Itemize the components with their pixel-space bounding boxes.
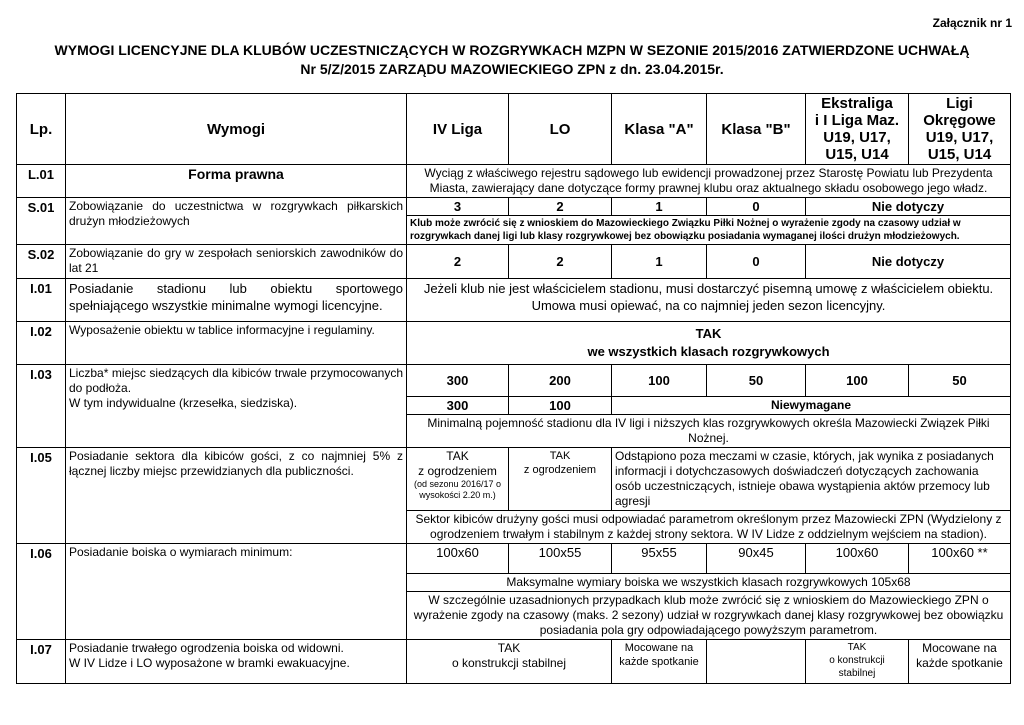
header-ekstraliga-l1: Ekstraliga [821,95,893,112]
i07-c3: stabilnej [838,668,876,679]
note-i06: W szczególnie uzasadnionych przypadkach klub może zwrócić się z wnioskiem do Mazowieckiego ZPN o wyrażenie zgody na czasowy (maks. 2 sezony) udział w rozgrywkach danej klasy rozgrywkowej bez obowiązku posiadania pola gry odpowiadającego powyższym parametrom. [407,592,1011,640]
i03-seats-lo: 100 [509,397,612,415]
s01-klasa-a: 1 [612,198,707,216]
i05-rest: Odstąpiono poza meczami w czasie, których, jak wynika z posiadanych informacji i dotychczasowych doświadczeń dotyczących zachowania osób uczestniczących, istnieje obawa wystąpienia aktów przemocy lub agresji [612,448,1011,511]
i07-klasa-b [707,640,806,684]
header-ekstraliga [806,94,909,165]
lp-i05: I.05 [17,448,66,544]
i06-lo: 100x55 [509,544,612,574]
s02-iv-liga: 2 [407,245,509,279]
table-row-s02 [17,245,1011,279]
lp-i07: I.07 [17,640,66,684]
header-ligi-l2: Okręgowe [923,112,996,129]
i07-klasa-a [612,640,707,684]
s02-lo: 2 [509,245,612,279]
req-l01: Forma prawna [66,165,407,198]
i07-d2: każde spotkanie [916,656,1003,670]
i06-ekstraliga: 100x60 [806,544,909,574]
i03-klasa-b: 50 [707,365,806,397]
title-line-2: Nr 5/Z/2015 ZARZĄDU MAZOWIECKIEGO ZPN z dn. 23.04.2015r. [300,61,724,77]
header-ligi-l1: Ligi [946,95,973,112]
req-i02: Wyposażenie obiektu w tablice informacyjne i regulaminy. [66,322,407,365]
lp-s01: S.01 [17,198,66,245]
desc-i02-l1: TAK [695,326,722,341]
s01-youth: Nie dotyczy [806,198,1011,216]
header-klasa-a: Klasa "A" [612,94,707,165]
header-lo: LO [509,94,612,165]
i07-d1: Mocowane na [922,641,997,655]
table-row-i05 [17,448,1011,511]
req-i05: Posiadanie sektora dla kibiców gości, z co najmniej 5% z łącznej liczby miejsc przewidzianych dla publiczności. [66,448,407,544]
i03-ekstraliga: 100 [806,365,909,397]
desc-i01 [407,279,1011,322]
requirements-table [16,93,1011,684]
lp-i02: I.02 [17,322,66,365]
table-row-l01 [17,165,1011,198]
i07-b2: każde spotkanie [619,656,699,668]
i06-klasa-a: 95x55 [612,544,707,574]
i05-lo [509,448,612,511]
req-i01: Posiadanie stadionu lub obiektu sportowego spełniającego wszystkie minimalne wymogi licencyjne. [66,279,407,322]
table-row-i02 [17,322,1011,365]
document-title [0,41,1024,79]
i06-klasa-b: 90x45 [707,544,806,574]
i07-c2: o konstrukcji [829,655,885,666]
req-i07-l2: W IV Lidze i LO wyposażone w bramki ewakuacyjne. [69,656,350,670]
table-row-i07 [17,640,1011,684]
i07-ligi [909,640,1011,684]
i05-b1: TAK [549,450,571,462]
lp-i03: I.03 [17,365,66,448]
header-ekstraliga-l3: U19, U17, [823,129,891,146]
header-wymogi: Wymogi [66,94,407,165]
req-i07 [66,640,407,684]
note-i03: Minimalną pojemność stadionu dla IV ligi i niższych klas rozgrywkowych określa Mazowiecki Związek Piłki Nożnej. [407,415,1011,448]
s02-klasa-a: 1 [612,245,707,279]
i07-a1: TAK [497,641,521,655]
desc-i01-l2: Umowa musi opiewać, na co najmniej jeden sezon licencyjny. [531,298,886,313]
i03-seats-rest: Niewymagane [612,397,1011,415]
header-klasa-b: Klasa "B" [707,94,806,165]
table-row-i03 [17,365,1011,397]
i03-iv-liga: 300 [407,365,509,397]
header-ekstraliga-l2: i I Liga Maz. [814,112,900,129]
i03-klasa-a: 100 [612,365,707,397]
desc-i02-l2: we wszystkich klasach rozgrywkowych [587,344,830,359]
title-line-1: WYMOGI LICENCYJNE DLA KLUBÓW UCZESTNICZĄCYCH W ROZGRYWKACH MZPN W SEZONIE 2015/2016 ZATWIERDZONE UCHWAŁĄ [54,42,970,58]
header-ligi-l4: U15, U14 [927,146,992,163]
desc-l01: Wyciąg z właściwego rejestru sądowego lub ewidencji prowadzonej przez Starostę Powiatu lub Prezydenta Miasta, zawierający dane dotyczące formy prawnej klubu oraz aktualnego składu osobowego jego władz. [407,165,1011,198]
i03-seats-iv-liga: 300 [407,397,509,415]
header-ligi-l3: U19, U17, [925,129,994,146]
note-s01: Klub może zwrócić się z wnioskiem do Mazowieckiego Związku Piłki Nożnej o wyrażenie zgody na czasowy udział w rozgrywkach danej ligi lub klasy rozgrywkowej bez obowiązku posiadania wymaganej ilości drużyn młodzieżowych. [407,216,1011,245]
annex-label: Załącznik nr 1 [932,16,1012,30]
header-ligi-okregowe [909,94,1011,165]
i05-iv-liga [407,448,509,511]
i05-a1: TAK [446,449,469,463]
i05-a2: z ogrodzeniem [418,464,497,478]
s02-youth: Nie dotyczy [806,245,1011,279]
s02-klasa-b: 0 [707,245,806,279]
req-i06: Posiadanie boiska o wymiarach minimum: [66,544,407,640]
lp-i06: I.06 [17,544,66,640]
i06-ligi: 100x60 ** [909,544,1011,574]
lp-i01: I.01 [17,279,66,322]
i05-a3: (od sezonu 2016/17 o wysokości 2.20 m.) [413,479,502,500]
i07-c1: TAK [847,642,867,653]
table-row-i01 [17,279,1011,322]
header-lp: Lp. [17,94,66,165]
i05-b2: z ogrodzeniem [523,464,597,476]
req-i03-l1: Liczba* miejsc siedzących dla kibiców trwale przymocowanych do podłoża. [69,366,403,395]
req-s01: Zobowiązanie do uczestnictwa w rozgrywkach piłkarskich drużyn młodzieżowych [66,198,407,245]
note-i06-max: Maksymalne wymiary boiska we wszystkich klasach rozgrywkowych 105x68 [407,574,1011,592]
i07-a2: o konstrukcji stabilnej [451,656,567,670]
i07-iv-lo [407,640,612,684]
desc-i01-l1: Jeżeli klub nie jest właścicielem stadionu, musi dostarczyć pisemną umowę z właścicielem obiektu. [423,281,994,296]
req-i07-l1: Posiadanie trwałego ogrodzenia boiska od widowni. [69,641,344,655]
req-s02: Zobowiązanie do gry w zespołach seniorskich zawodników do lat 21 [66,245,407,279]
lp-l01: L.01 [17,165,66,198]
table-row-i06 [17,544,1011,574]
lp-s02: S.02 [17,245,66,279]
i07-b1: Mocowane na [624,642,694,654]
i03-ligi: 50 [909,365,1011,397]
header-ekstraliga-l4: U15, U14 [825,146,889,163]
header-row [17,94,1011,165]
s01-iv-liga: 3 [407,198,509,216]
s01-klasa-b: 0 [707,198,806,216]
i03-lo: 200 [509,365,612,397]
note-i05: Sektor kibiców drużyny gości musi odpowiadać parametrom określonym przez Mazowiecki ZPN (Wydzielony z ogrodzeniem trwałym i stabilnym z każdej strony sektora. W IV Lidze z oddzielnym wejściem na stadion). [407,511,1011,544]
table-row-s01 [17,198,1011,216]
req-i03-l2: W tym indywidualne (krzesełka, siedziska). [69,396,298,410]
i06-iv-liga: 100x60 [407,544,509,574]
header-iv-liga: IV Liga [407,94,509,165]
s01-lo: 2 [509,198,612,216]
desc-i02 [407,322,1011,365]
req-i03 [66,365,407,448]
i07-ekstraliga [806,640,909,684]
